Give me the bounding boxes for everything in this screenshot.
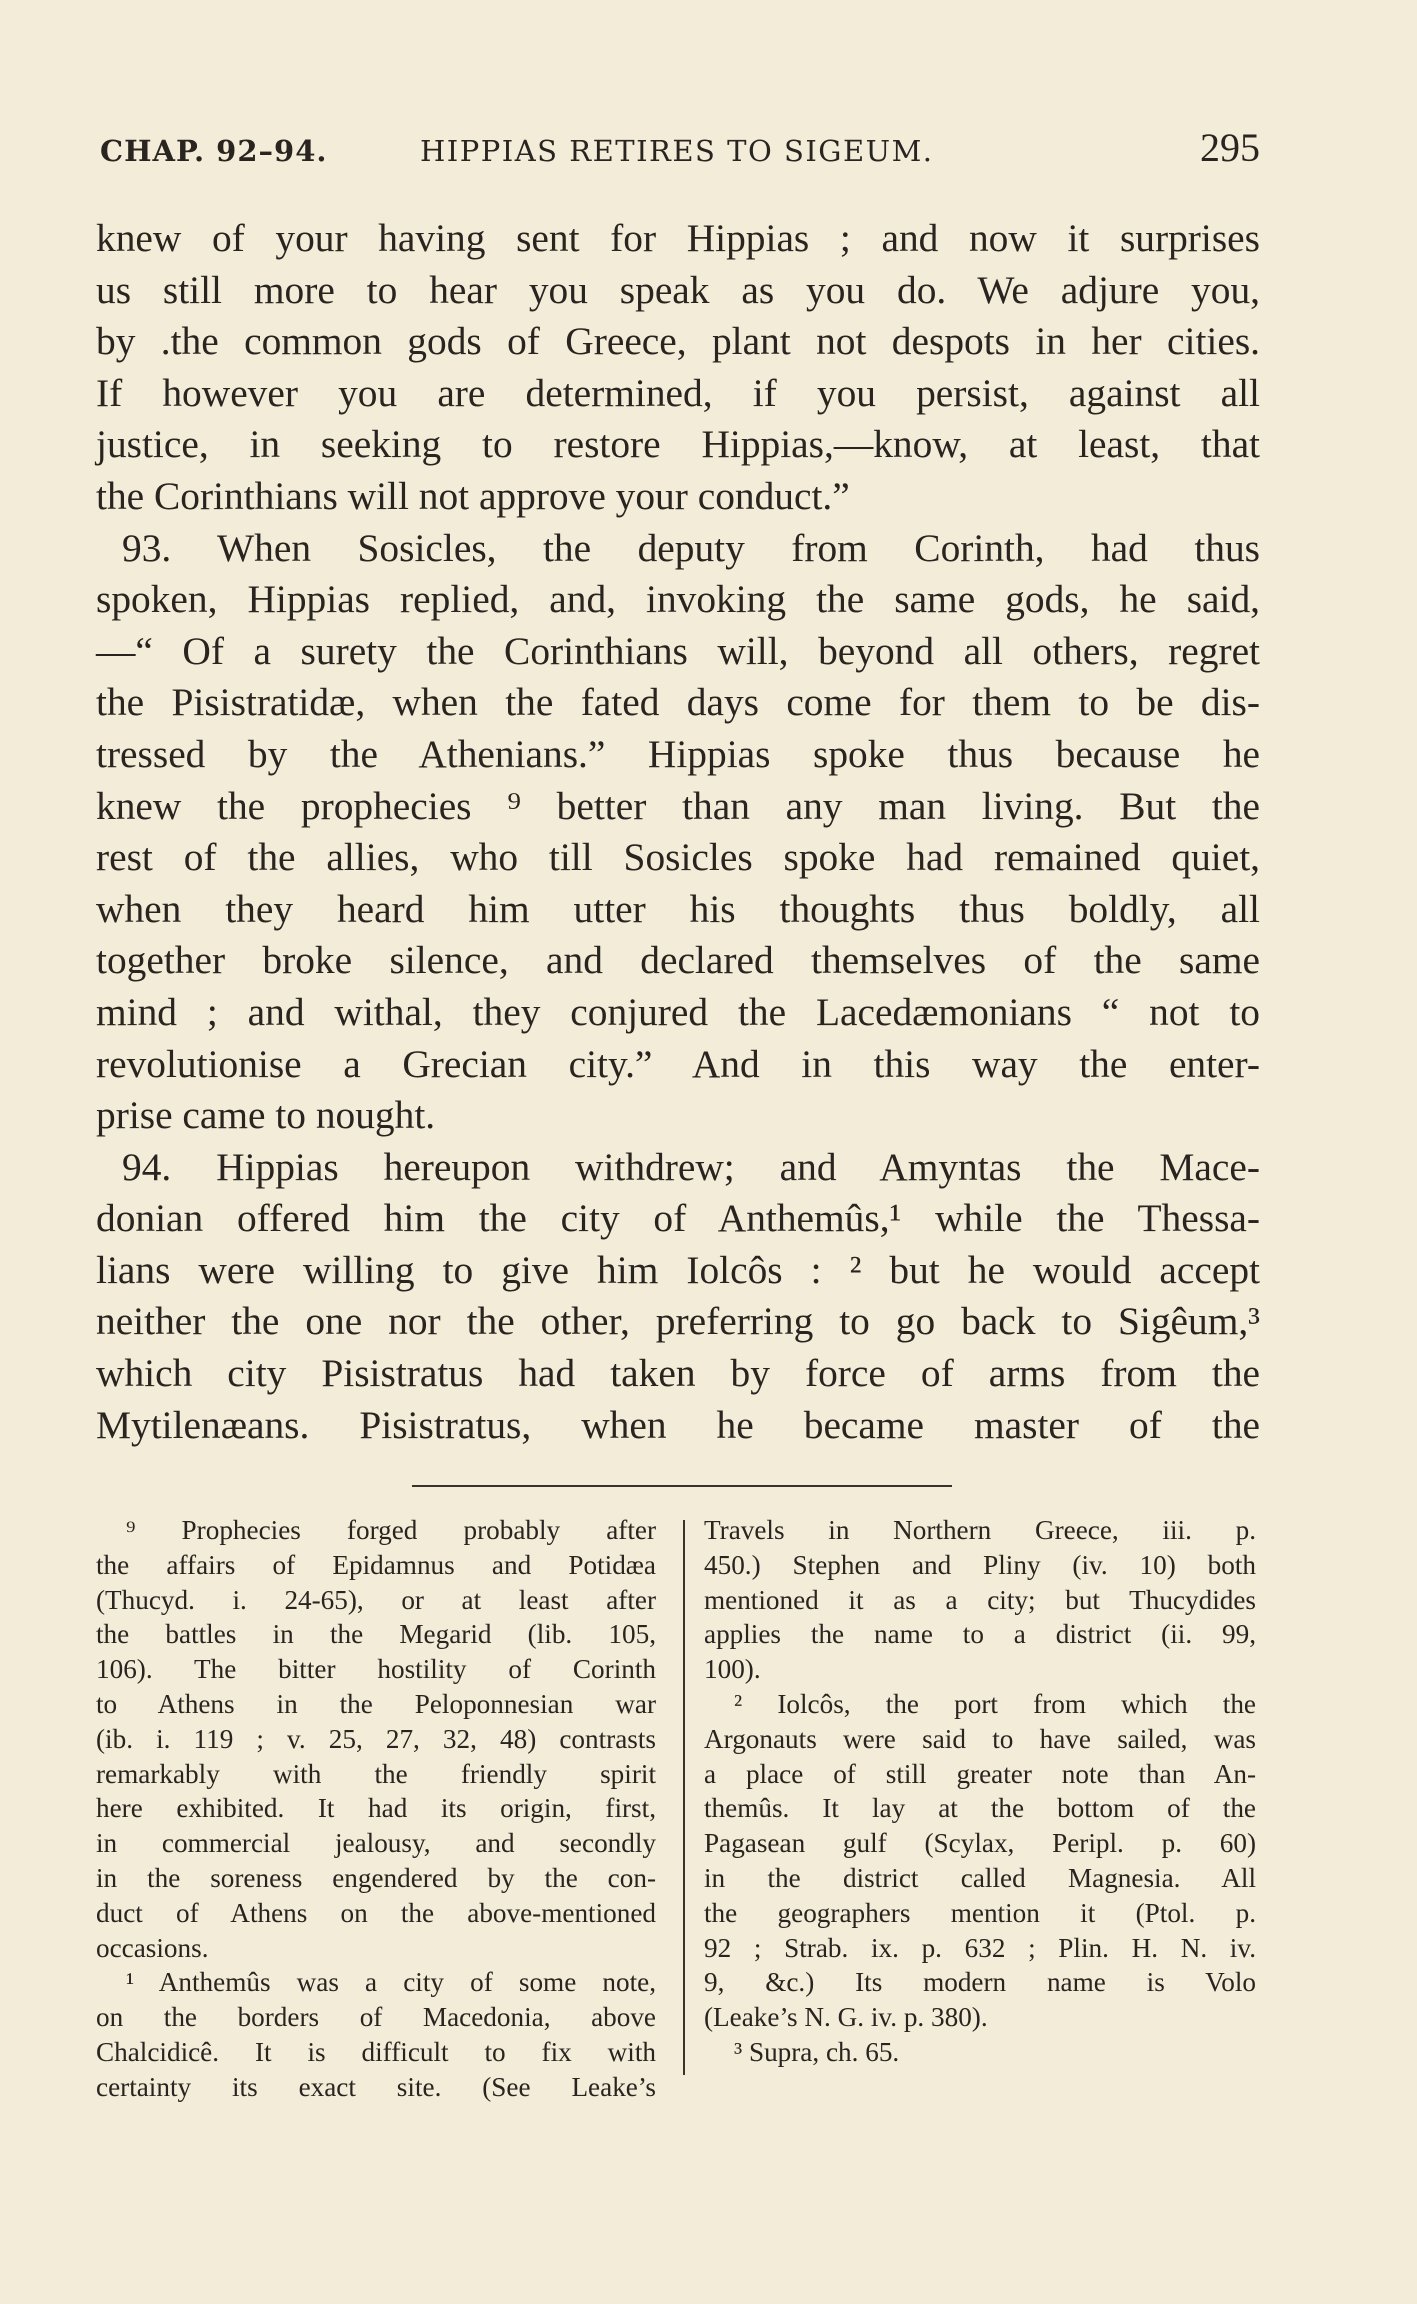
footnote-line: Chalcidicê. It is difficult to fix with xyxy=(96,2036,656,2067)
page-number: 295 xyxy=(1200,125,1260,170)
text-line: lians were willing to give him Iolcôs : ² but he would accept xyxy=(96,1247,1260,1292)
text-line: us still more to hear you speak as you do. We adjure you, xyxy=(96,267,1260,312)
text-line: neither the one nor the other, preferring to go back to Sigêum,³ xyxy=(96,1299,1260,1344)
footnote-line: 9, &c.) Its modern name is Volo xyxy=(704,1967,1256,1998)
chapter-reference: CHAP. 92–94. xyxy=(100,134,328,168)
footnote-1-start: ¹ Anthemûs was a city of some note, xyxy=(126,1967,656,1998)
footnote-column-divider xyxy=(683,1520,685,2075)
text-line: when they heard him utter his thoughts thus boldly, all xyxy=(96,886,1260,931)
text-line: prise came to nought. xyxy=(96,1093,436,1138)
footnote-line: in commercial jealousy, and secondly xyxy=(96,1828,656,1859)
footnotes-right-column xyxy=(704,1513,1256,2070)
section-94-start: 94. Hippias hereupon withdrew; and Amyntas the Mace- xyxy=(122,1144,1260,1189)
footnote-line: in the soreness engendered by the con- xyxy=(96,1862,656,1893)
footnote-line: the geographers mention it (Ptol. p. xyxy=(704,1897,1256,1928)
footnote-line: in the district called Magnesia. All xyxy=(704,1862,1256,1893)
section-93-start: 93. When Sosicles, the deputy from Corinth, had thus xyxy=(122,525,1260,570)
footnote-line: certainty its exact site. (See Leake’s xyxy=(96,2071,656,2102)
footnote-line: on the borders of Macedonia, above xyxy=(96,2002,656,2033)
main-text xyxy=(96,213,1260,1451)
footnote-line: (ib. i. 119 ; v. 25, 27, 32, 48) contrasts xyxy=(96,1723,656,1754)
text-line: together broke silence, and declared themselves of the same xyxy=(96,938,1260,983)
footnote-line: a place of still greater note than An- xyxy=(704,1758,1256,1789)
running-header xyxy=(100,124,1260,180)
footnote-line: here exhibited. It had its origin, first, xyxy=(96,1793,656,1824)
footnote-line: themûs. It lay at the bottom of the xyxy=(704,1793,1256,1824)
footnote-line: applies the name to a district (ii. 99, xyxy=(704,1619,1256,1650)
text-line: revolutionise a Grecian city.” And in this way the enter- xyxy=(96,1041,1260,1086)
footnote-line: (Thucyd. i. 24-65), or at least after xyxy=(96,1584,656,1615)
footnote-line: remarkably with the friendly spirit xyxy=(96,1758,656,1789)
text-line: mind ; and withal, they conjured the Lacedæmonians “ not to xyxy=(96,989,1260,1034)
running-title: HIPPIAS RETIRES TO SIGEUM. xyxy=(420,134,934,168)
text-line: by .the common gods of Greece, plant not despots in her cities. xyxy=(96,319,1260,364)
footnote-line: (Leake’s N. G. iv. p. 380). xyxy=(704,2002,988,2033)
text-line: which city Pisistratus had taken by force of arms from the xyxy=(96,1351,1260,1396)
footnote-3-start: ³ Supra, ch. 65. xyxy=(734,2036,900,2067)
footnote-9-start: ⁹ Prophecies forged probably after xyxy=(126,1515,656,1545)
footnote-line: the battles in the Megarid (lib. 105, xyxy=(96,1619,656,1650)
footnote-line: Pagasean gulf (Scylax, Peripl. p. 60) xyxy=(704,1828,1256,1859)
footnote-line: 92 ; Strab. ix. p. 632 ; Plin. H. N. iv. xyxy=(704,1932,1256,1963)
text-line: spoken, Hippias replied, and, invoking the same gods, he said, xyxy=(96,577,1260,622)
text-line: If however you are determined, if you persist, against all xyxy=(96,370,1260,415)
footnote-line: Travels in Northern Greece, iii. p. xyxy=(704,1515,1256,1545)
footnote-line: 100). xyxy=(704,1654,761,1685)
footnote-line: the affairs of Epidamnus and Potidæa xyxy=(96,1549,656,1580)
text-line: —“ Of a surety the Corinthians will, beyond all others, regret xyxy=(96,628,1260,673)
text-line: the Corinthians will not approve your conduct.” xyxy=(96,473,850,518)
footnote-line: 450.) Stephen and Pliny (iv. 10) both xyxy=(704,1549,1256,1580)
text-line: Mytilenæans. Pisistratus, when he became master of the xyxy=(96,1402,1260,1447)
footnote-separator-rule xyxy=(412,1485,952,1487)
footnote-line: mentioned it as a city; but Thucydides xyxy=(704,1584,1256,1615)
footnote-line: 106). The bitter hostility of Corinth xyxy=(96,1654,656,1685)
footnote-2-start: ² Iolcôs, the port from which the xyxy=(734,1688,1256,1719)
footnote-line: duct of Athens on the above-mentioned xyxy=(96,1897,656,1928)
text-line: rest of the allies, who till Sosicles spoke had remained quiet, xyxy=(96,835,1260,880)
text-line: donian offered him the city of Anthemûs,¹ while the Thessa- xyxy=(96,1196,1260,1241)
text-line: knew the prophecies ⁹ better than any man living. But the xyxy=(96,783,1260,828)
footnote-line: to Athens in the Peloponnesian war xyxy=(96,1688,656,1719)
footnote-line: occasions. xyxy=(96,1932,209,1963)
footnote-line: Argonauts were said to have sailed, was xyxy=(704,1723,1256,1754)
text-line: tressed by the Athenians.” Hippias spoke thus because he xyxy=(96,731,1260,776)
footnotes-left-column xyxy=(96,1513,656,2105)
text-line: the Pisistratidæ, when the fated days come for them to be dis- xyxy=(96,680,1260,725)
text-line: knew of your having sent for Hippias ; and now it surprises xyxy=(96,216,1260,260)
text-line: justice, in seeking to restore Hippias,—know, at least, that xyxy=(96,422,1260,467)
